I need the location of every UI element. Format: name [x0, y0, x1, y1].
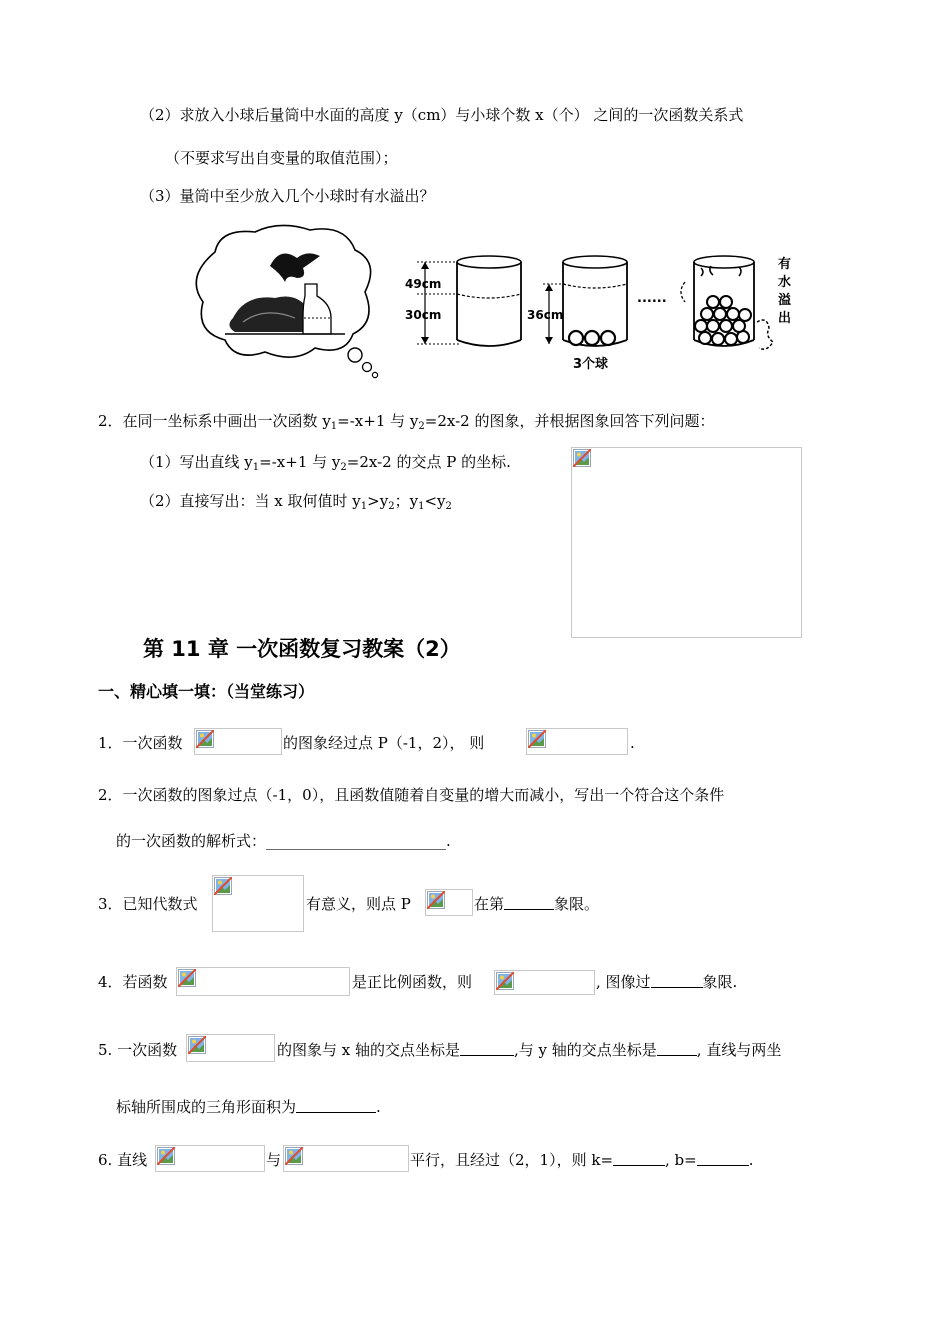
item-6-text-c: 平行，且经过（2，1），则 k= , b= .	[410, 1151, 754, 1169]
label-3-balls: 3个球	[573, 357, 609, 372]
item-5-text-c: 标轴所围成的三角形面积为 .	[116, 1098, 381, 1116]
cylinder-empty	[405, 256, 521, 346]
question-part-2-cont: （不要求写出自变量的取值范围）；	[165, 149, 398, 167]
item-3-formula-1	[212, 875, 304, 932]
cylinder-3-balls	[527, 256, 627, 372]
problem-2-sub-1: （1）写出直线 $y_1=-x+1$ 与 $y_2=2x-2$ 的交点 P 的坐标.	[140, 453, 511, 473]
item-1-formula-2	[526, 728, 628, 755]
chapter-title: 第 11 章 一次函数复习教案（2）	[143, 637, 461, 661]
crow-cloud-illustration	[196, 225, 377, 377]
problem-2-sub-2: （2）直接写出：当 x 取何值时 $y_1>y_2$；$y_1<y_2$	[140, 492, 452, 512]
label-49cm: 49cm	[405, 277, 442, 291]
item-6-formula-1	[155, 1145, 265, 1172]
item-6-formula-2	[283, 1145, 409, 1172]
broken-image-icon	[285, 1147, 303, 1165]
item-3-text-b: 有意义，则点 P	[306, 895, 411, 913]
item-4-text-c: , 图像过 象限.	[596, 973, 738, 991]
item-4-formula-1	[176, 967, 350, 996]
broken-image-icon	[496, 972, 514, 990]
item-4-formula-2	[494, 970, 595, 995]
item-5-text-b: 的图象与 x 轴的交点坐标是 ,与 y 轴的交点坐标是 , 直线与两坐	[277, 1041, 782, 1059]
item-5-text-a: 5. 一次函数	[98, 1041, 178, 1059]
broken-image-icon	[178, 969, 196, 987]
coordinate-grid-image-placeholder	[571, 447, 802, 638]
overflow-char-2: 水	[778, 275, 792, 290]
broken-image-icon	[196, 730, 214, 748]
item-2-line-2: 的一次函数的解析式：________________________.	[116, 832, 451, 850]
item-1-text-a: 1．一次函数	[98, 734, 183, 752]
overflow-char-3: 溢	[778, 293, 792, 308]
overflow-char-1: 有	[778, 257, 792, 272]
question-part-3: （3）量筒中至少放入几个小球时有水溢出？	[140, 187, 435, 205]
item-1-formula-1	[194, 728, 282, 755]
item-3-text-a: 3．已知代数式	[98, 895, 198, 913]
blank	[296, 1098, 376, 1113]
blank	[657, 1041, 697, 1056]
broken-image-icon	[188, 1036, 206, 1054]
broken-image-icon	[427, 891, 445, 909]
item-5-formula	[186, 1034, 275, 1062]
item-2-line-1: 2．一次函数的图象过点（-1，0），且函数值随着自变量的增大而减小，写出一个符合这个条件	[98, 786, 725, 804]
item-6-text-a: 6. 直线	[98, 1151, 148, 1169]
blank	[460, 1041, 514, 1056]
label-30cm: 30cm	[405, 308, 442, 322]
blank	[697, 1151, 749, 1166]
broken-image-icon	[528, 730, 546, 748]
item-4-text-a: 4．若函数	[98, 973, 168, 991]
item-1-text-b: 的图象经过点 P（-1，2）， 则	[283, 734, 485, 752]
blank	[504, 895, 554, 910]
blank	[651, 973, 703, 988]
item-4-text-b: 是正比例函数，则	[352, 973, 473, 991]
section-title: 一、精心填一填：（当堂练习）	[98, 682, 315, 701]
cylinder-figure	[185, 222, 810, 382]
item-3-formula-2	[425, 889, 473, 916]
item-3-text-c: 在第 象限。	[474, 895, 600, 913]
broken-image-icon	[214, 877, 232, 895]
cylinder-overflow	[681, 256, 791, 349]
question-part-2: （2）求放入小球后量筒中水面的高度 y（cm）与小球个数 x（个） 之间的一次函数关系式	[140, 106, 744, 124]
broken-image-icon	[573, 449, 591, 467]
blank	[613, 1151, 665, 1166]
item-1-end: .	[630, 734, 635, 752]
ellipsis-dots: ......	[637, 291, 667, 306]
item-6-text-b: 与	[266, 1151, 282, 1169]
problem-2-stem: 2．在同一坐标系中画出一次函数 $y_1=-x+1$ 与 $y_2=2x-2$ 的图象，并根据图象回答下列问题：	[98, 412, 715, 432]
overflow-char-4: 出	[778, 311, 792, 326]
broken-image-icon	[157, 1147, 175, 1165]
label-36cm: 36cm	[527, 308, 564, 322]
